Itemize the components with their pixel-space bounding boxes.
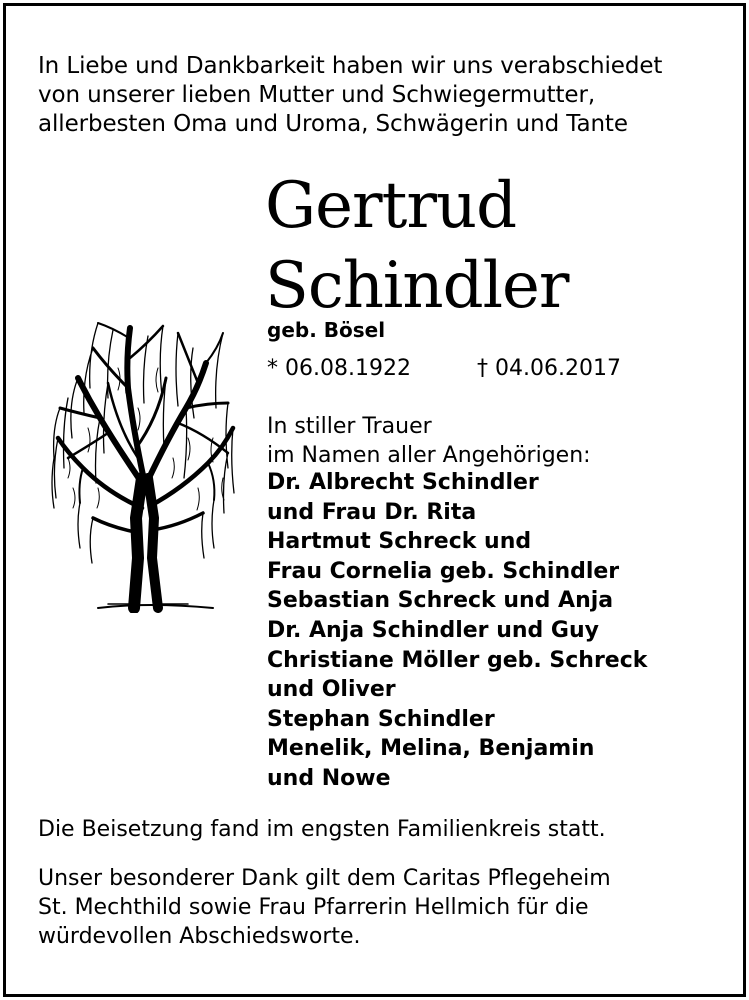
mourning-text [267, 412, 707, 470]
thanks-text [38, 864, 718, 951]
intro-line: von unserer lieben Mutter und Schwiegermutter, [38, 82, 596, 108]
mourner-line: Hartmut Schreck und [267, 529, 532, 555]
intro-line: In Liebe und Dankbarkeit haben wir uns verabschiedet [38, 53, 663, 79]
death-date: † 04.06.2017 [477, 356, 621, 381]
thanks-line: Unser besonderer Dank gilt dem Caritas Pflegeheim [38, 866, 611, 891]
mourner-line: Dr. Anja Schindler und Guy [267, 617, 599, 643]
mourner-line: Menelik, Melina, Benjamin [267, 736, 595, 762]
thanks-line: würdevollen Abschiedsworte. [38, 924, 361, 949]
mourner-line: Frau Cornelia geb. Schindler [267, 558, 620, 584]
mourner-line: Dr. Albrecht Schindler [267, 470, 539, 495]
funeral-note: Die Beisetzung fand im engsten Familienkreis statt. [38, 817, 606, 842]
weeping-tree-icon [38, 308, 248, 613]
mourner-list [267, 468, 707, 794]
first-name: Gertrud [265, 169, 517, 243]
last-name: Schindler [265, 249, 569, 323]
mourning-line: im Namen aller Angehörigen: [267, 443, 591, 468]
mourner-line: und Oliver [267, 677, 396, 703]
mourner-line: Christiane Möller geb. Schreck [267, 647, 648, 673]
life-dates [267, 356, 667, 384]
intro-text [38, 52, 718, 139]
thanks-line: St. Mechthild sowie Frau Pfarrerin Hellmich für die [38, 895, 589, 920]
mourner-line: Stephan Schindler [267, 706, 495, 732]
mourner-line: Sebastian Schreck und Anja [267, 588, 614, 614]
intro-line: allerbesten Oma und Uroma, Schwägerin und Tante [38, 111, 628, 137]
mourner-line: und Frau Dr. Rita [267, 499, 477, 525]
mourning-line: In stiller Trauer [267, 414, 432, 439]
mourner-line: und Nowe [267, 765, 391, 791]
birth-date: * 06.08.1922 [267, 356, 411, 381]
maiden-name: geb. Bösel [267, 318, 386, 342]
deceased-name [265, 166, 569, 326]
